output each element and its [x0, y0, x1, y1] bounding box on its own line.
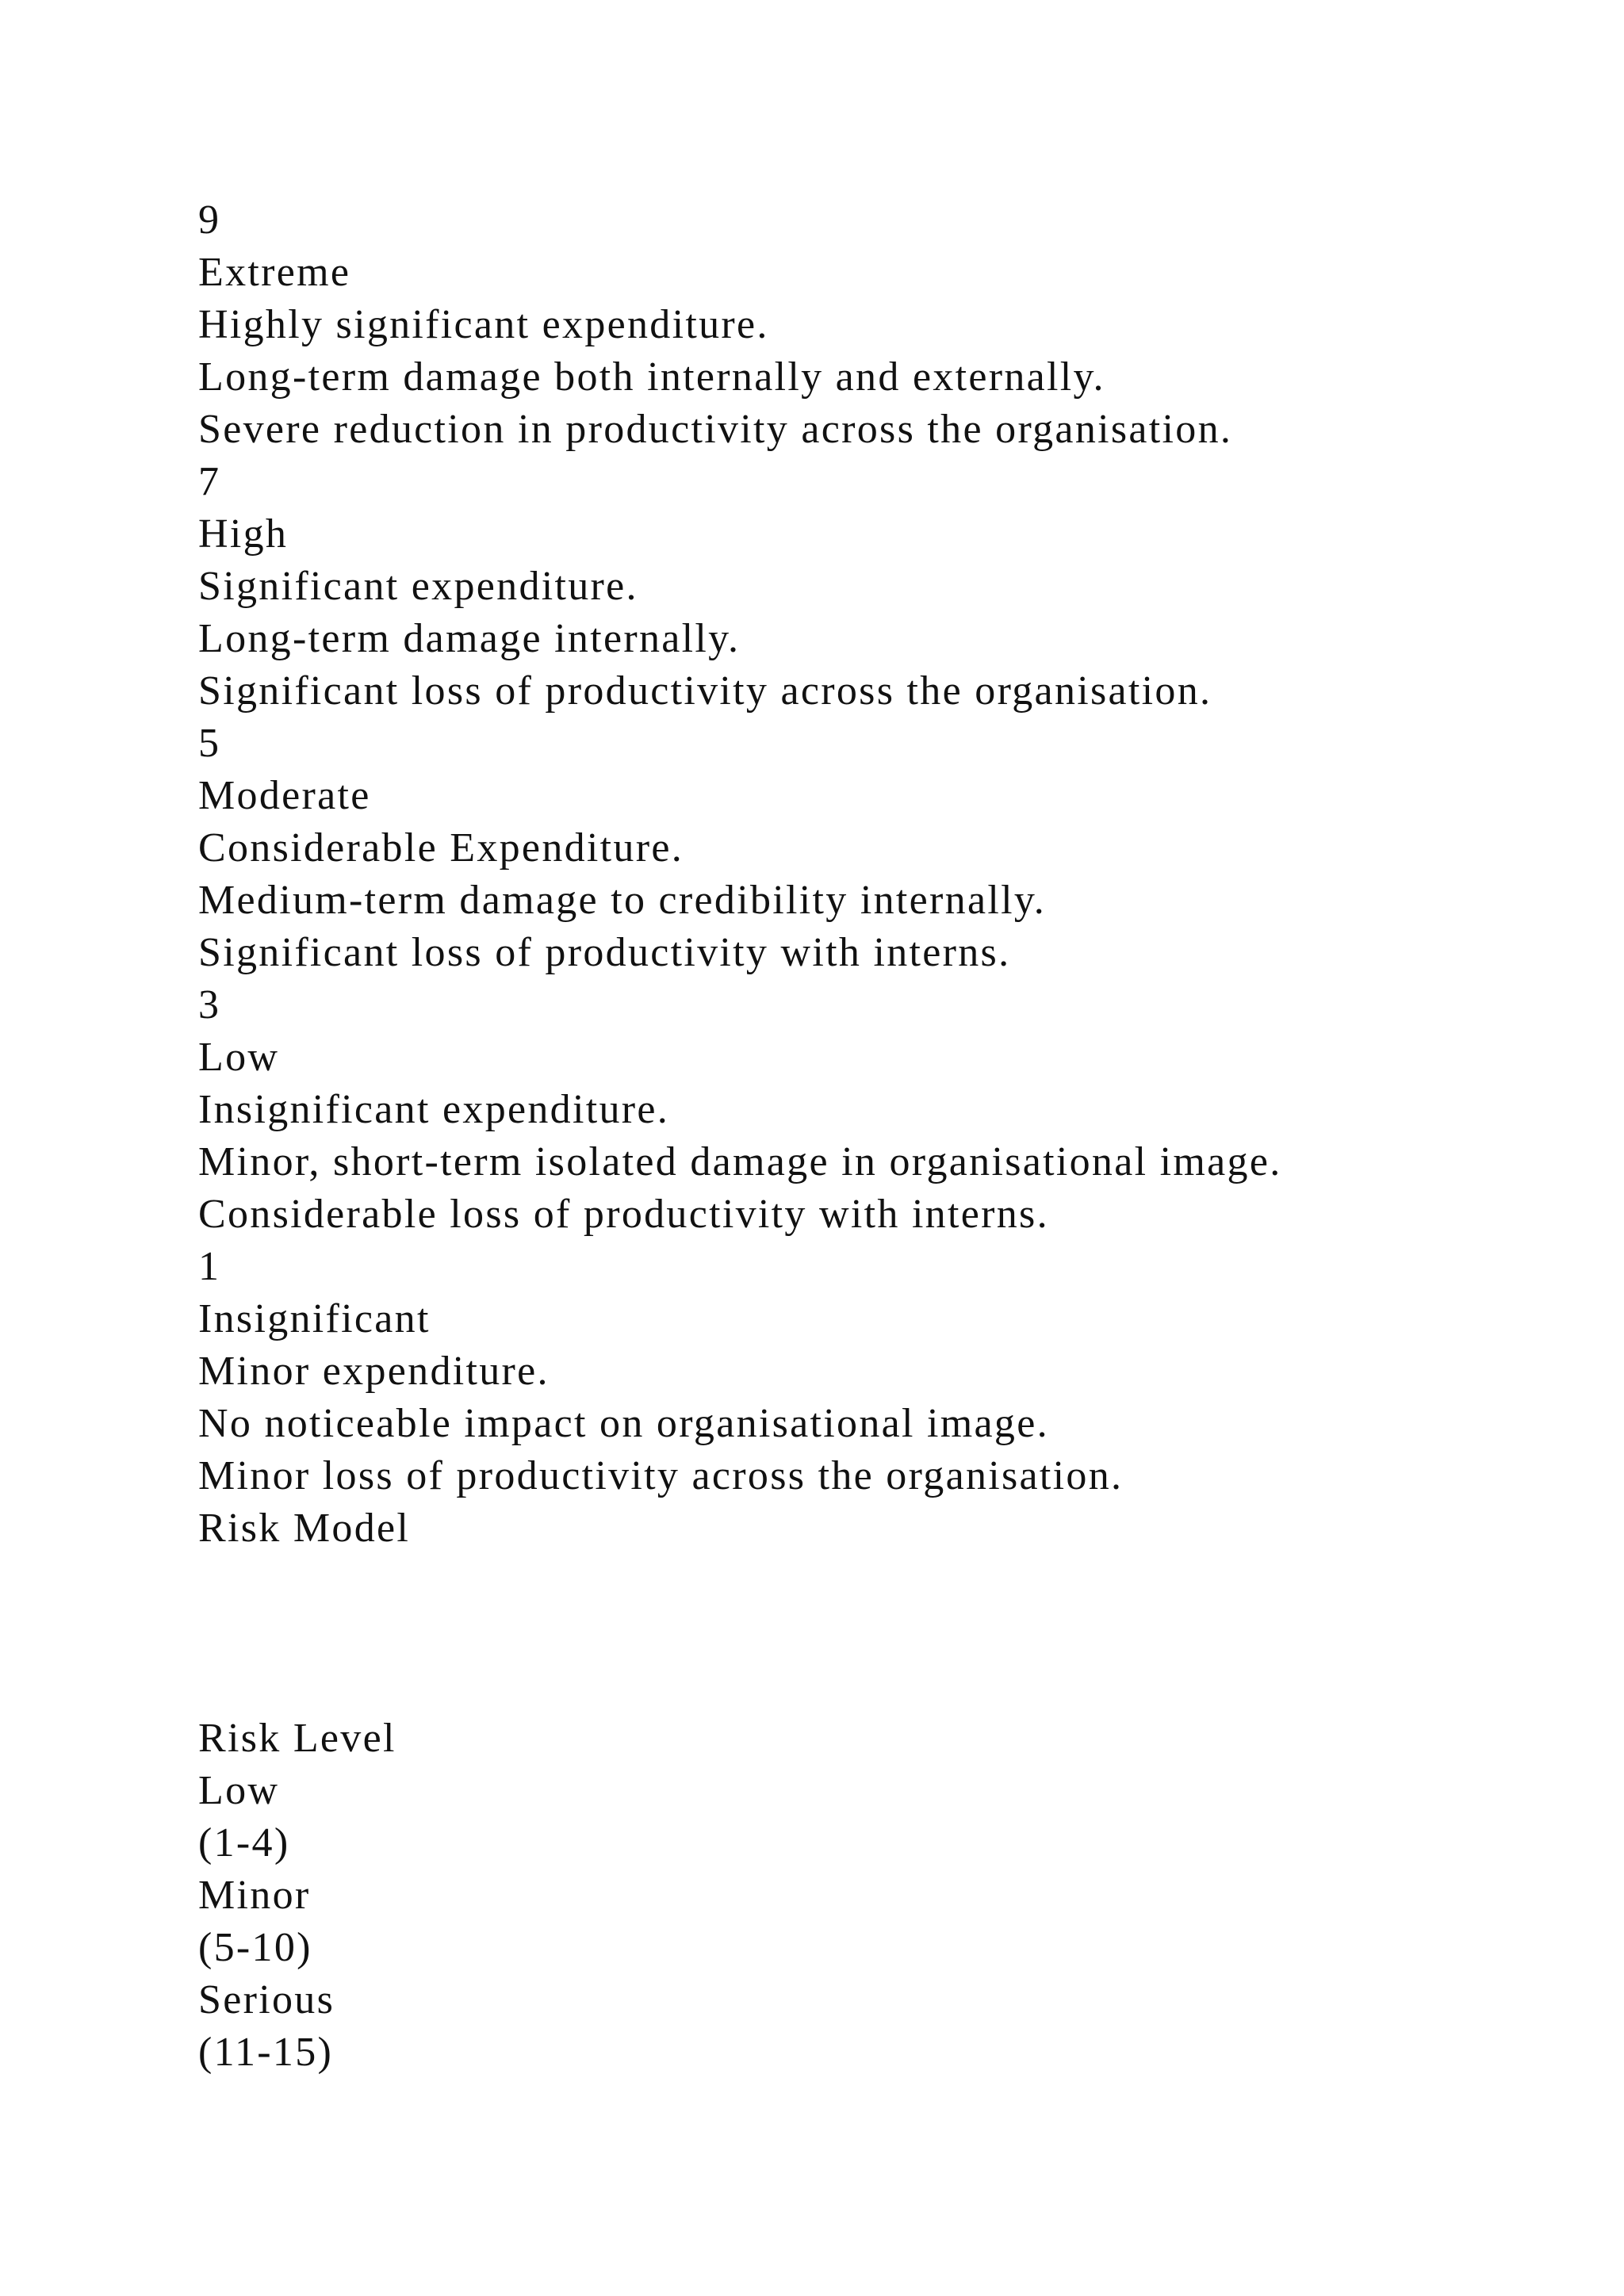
impact-score: 5: [198, 721, 221, 766]
impact-descriptions: [198, 194, 1282, 1555]
impact-reputation: Minor, short-term isolated damage in organisational image.: [198, 1139, 1282, 1184]
impact-financial: Highly significant expenditure.: [198, 302, 769, 347]
impact-productivity: Significant loss of productivity across the organisation.: [198, 668, 1212, 714]
impact-productivity: Minor loss of productivity across the organisation.: [198, 1453, 1124, 1498]
risk-level-name: Minor: [198, 1873, 311, 1918]
impact-productivity: Severe reduction in productivity across the organisation.: [198, 407, 1233, 452]
impact-productivity: Significant loss of productivity with interns.: [198, 930, 1011, 975]
impact-level: High: [198, 511, 289, 557]
risk-level-name: Low: [198, 1768, 280, 1813]
risk-level-range: (1-4): [198, 1820, 290, 1866]
risk-level-range: (11-15): [198, 2030, 334, 2075]
impact-reputation: Long-term damage internally.: [198, 616, 741, 661]
impact-financial: Significant expenditure.: [198, 564, 638, 609]
impact-level: Extreme: [198, 250, 351, 295]
impact-financial: Insignificant expenditure.: [198, 1087, 670, 1132]
impact-reputation: Medium-term damage to credibility internally.: [198, 878, 1047, 923]
impact-reputation: Long-term damage both internally and externally.: [198, 354, 1105, 400]
impact-level: Moderate: [198, 773, 371, 818]
section-heading-risk-model: Risk Model: [198, 1506, 411, 1551]
risk-level-list: [198, 1712, 396, 2079]
impact-score: 3: [198, 982, 221, 1027]
impact-financial: Minor expenditure.: [198, 1349, 550, 1394]
risk-level-range: (5-10): [198, 1925, 312, 1970]
impact-productivity: Considerable loss of productivity with interns.: [198, 1192, 1049, 1237]
risk-level-name: Serious: [198, 1977, 335, 2022]
impact-level: Insignificant: [198, 1296, 431, 1341]
impact-score: 7: [198, 459, 221, 504]
risk-level-heading: Risk Level: [198, 1716, 396, 1761]
impact-financial: Considerable Expenditure.: [198, 825, 684, 871]
impact-score: 9: [198, 197, 221, 243]
impact-level: Low: [198, 1035, 280, 1080]
impact-reputation: No noticeable impact on organisational image.: [198, 1401, 1049, 1446]
impact-score: 1: [198, 1244, 221, 1289]
